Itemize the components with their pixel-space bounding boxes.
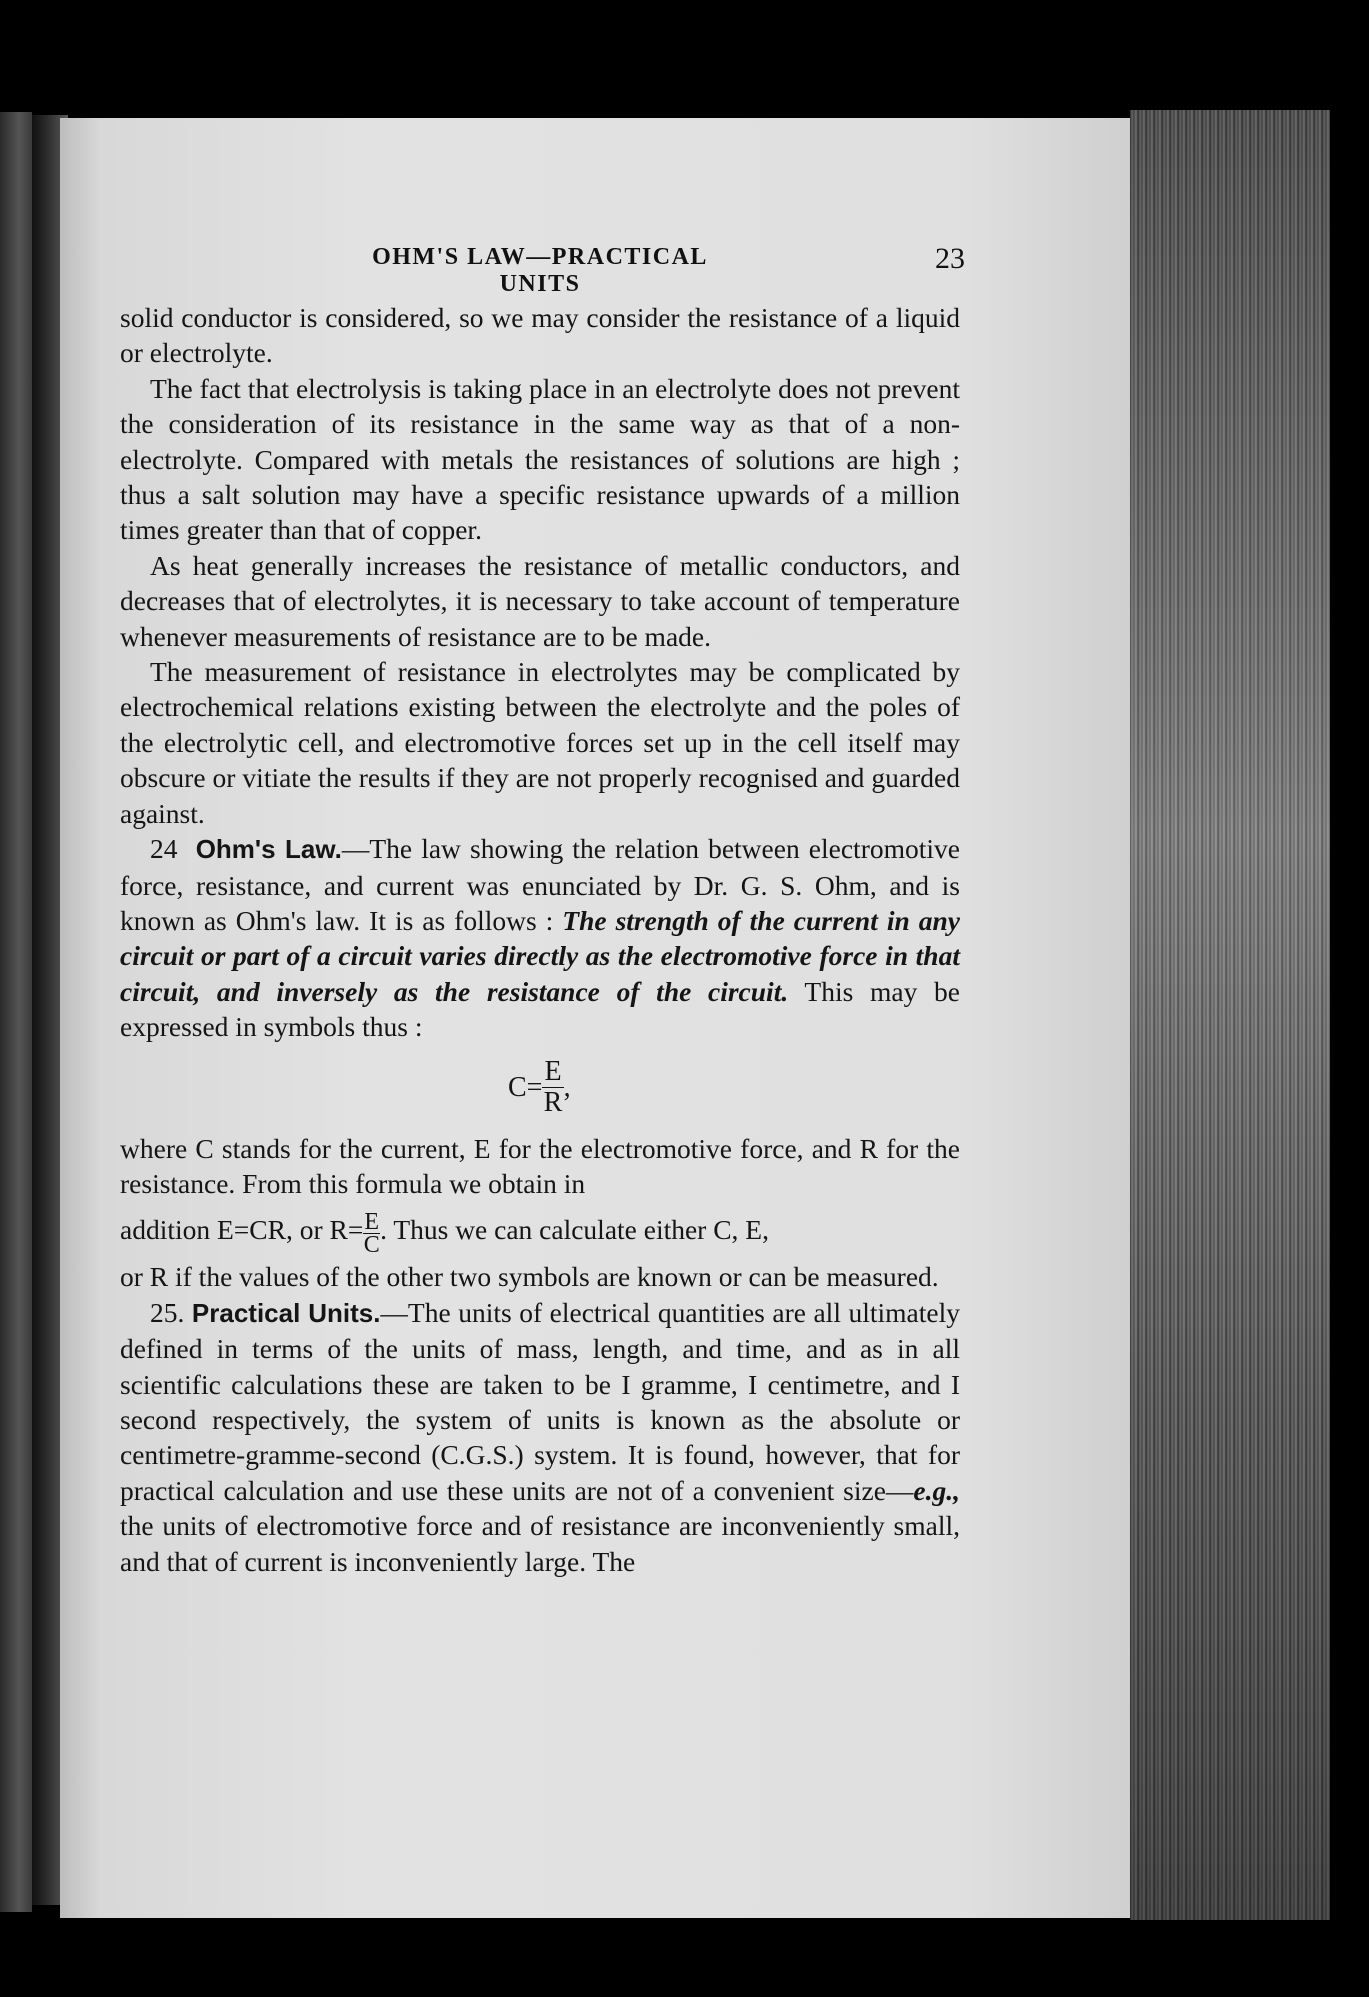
section-heading: Ohm's Law. bbox=[195, 834, 342, 865]
section-24 bbox=[120, 831, 960, 1044]
left-page-edge bbox=[0, 112, 32, 1912]
ohms-law-statement: The strength of the current in any circuit or part of a circuit varies directly as the electromotive force in that circuit, and inversely as the resistance of the circuit. bbox=[120, 904, 960, 1007]
formula-denominator: R bbox=[543, 1086, 563, 1118]
section-25 bbox=[120, 1295, 960, 1579]
text-segment: . Thus we can calculate either C, E, bbox=[380, 1214, 769, 1246]
paragraph: The measurement of resistance in electrolytes may be complicated by electrochemical relations existing between the electrolyte and the poles of the electrolytic cell, and electromotive forces set up in the cell itself may obscure or vitiate the results if they are not properly recognised and guarded against. bbox=[120, 656, 960, 829]
section-number: 25. bbox=[150, 1296, 185, 1328]
page-number: 23 bbox=[935, 242, 965, 275]
formula-numerator: E bbox=[544, 1055, 562, 1087]
section-text: —The law showing the relation between electromotive force, resistance, and current was enunciated by Dr. G. S. Ohm, and is known as Ohm's law. It is as follows : bbox=[120, 833, 960, 936]
inline-denominator: C bbox=[363, 1231, 380, 1258]
inline-numerator: E bbox=[364, 1208, 380, 1235]
running-title: OHM'S LAW—PRACTICAL UNITS bbox=[372, 244, 708, 297]
page-block-shading bbox=[1130, 110, 1330, 1920]
formula-punctuation: , bbox=[563, 1071, 571, 1103]
paragraph: As heat generally increases the resistance of metallic conductors, and decreases that of electrolytes, it is necessary to take account of temperature whenever measurements of resistance are to be made. bbox=[120, 549, 960, 652]
abbreviation: e.g., bbox=[913, 1474, 960, 1506]
ohms-law-formula bbox=[120, 1045, 960, 1131]
running-head bbox=[120, 242, 965, 297]
formula-fraction bbox=[542, 1057, 563, 1118]
text-segment: addition E=CR, or R= bbox=[120, 1214, 364, 1246]
paragraph: The fact that electrolysis is taking place in an electrolyte does not prevent the consideration of its resistance in the same way as that of a non-electrolyte. Compared with metals the resistances of solutions are high ; thus a salt solution may have a specific resistance upwards of a million times greater than that of copper. bbox=[120, 372, 960, 546]
paragraph: solid conductor is considered, so we may consider the resistance of a liquid or electrolyte. bbox=[120, 302, 960, 369]
body-text bbox=[120, 300, 960, 1579]
paragraph: where C stands for the current, E for the electromotive force, and R for the resistance. From this formula we obtain in bbox=[120, 1132, 960, 1199]
section-text: the units of electromotive force and of resistance are inconveniently small, and that of current is inconveniently large. The bbox=[120, 1510, 960, 1577]
formula-lhs: C= bbox=[508, 1071, 543, 1103]
paragraph: or R if the values of the other two symbols are known or can be measured. bbox=[120, 1261, 939, 1293]
paragraph-with-formula bbox=[120, 1201, 960, 1259]
section-heading: Practical Units. bbox=[191, 1297, 381, 1328]
section-number: 24 bbox=[150, 833, 178, 865]
section-text: This may be expressed in symbols thus : bbox=[120, 975, 960, 1043]
inline-fraction bbox=[363, 1208, 380, 1258]
section-text: —The units of electrical quantities are all ultimately defined in terms of the units of mass, length, and time, and as in all scientific calculations these are taken to be I gramme, I centimetre, and I second respectively, the system of units is known as the absolute or centimetre-gramme-second (C.G.S.) system. It is found, however, that for practical calculation and use these units are not of a convenient size— bbox=[120, 1296, 960, 1506]
